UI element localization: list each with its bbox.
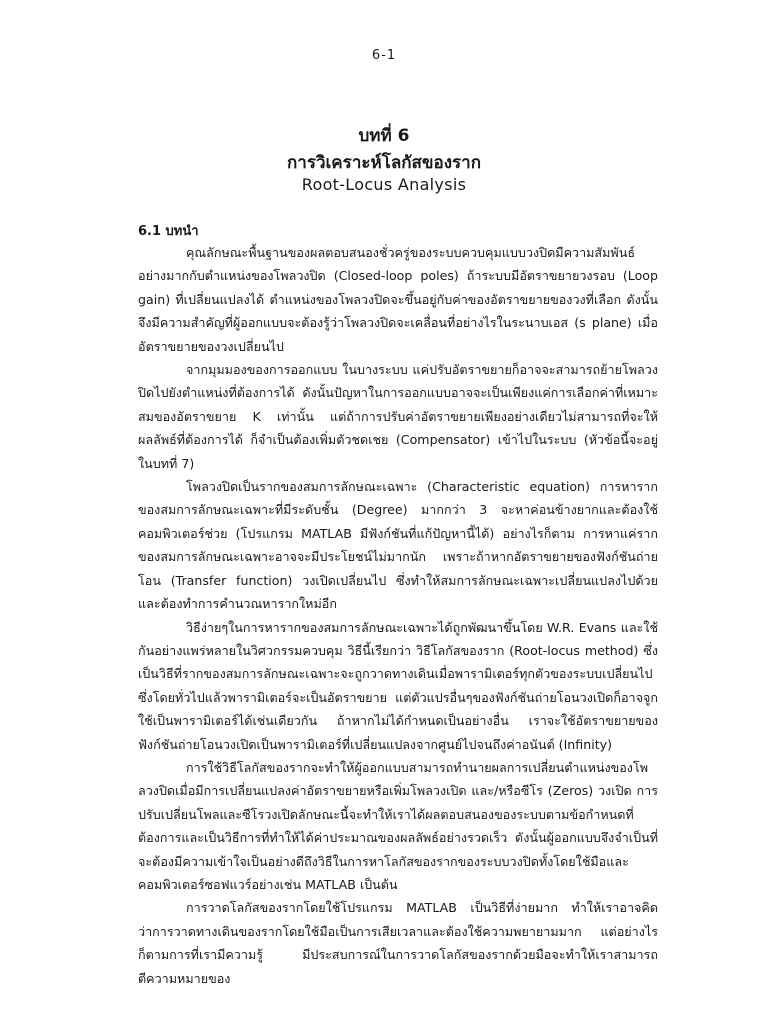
- paragraph: วิธีง่ายๆในการหารากของสมการลักษณะเฉพาะได้ถูกพัฒนาขึ้นโดย W.R. Evans และใช้กันอย่างแพร่หลายในวิศวกรรมควบคุม วิธีนี้เรียกว่า วิธีโลกัสของราก (Root-locus method) ซึ่งเป็นวิธีที่รากของสมการลักษณะเฉพาะจะถูกวาดทางเดินเมื่อพารามิเตอร์ทุกตัวของระบบเปลี่ยนไป ซึ่งโดยทั่วไปแล้วพารามิเตอร์จะเป็นอัตราขยาย แต่ตัวแปรอื่นๆของฟังก์ชันถ่ายโอนวงเปิดก็อาจจูกใช้เป็นพารามิเตอร์ได้เช่นเดียวกัน ถ้าหากไม่ได้กำหนดเป็นอย่างอื่น เราจะใช้อัตราขยายของฟังก์ชันถ่ายโอนวงเปิดเป็นพารามิเตอร์ที่เปลี่ยนแปลงจากศูนย์ไปจนถึงค่าอนันต์ (Infinity): [138, 619, 658, 752]
- paragraph: การวาดโลกัสของรากโดยใช้โปรแกรม MATLAB เป็นวิธีที่ง่ายมาก ทำให้เราอาจคิดว่าการวาดทางเดินของรากโดยใช้มือเป็นการเสียเวลาและต้องใช้ความพยายามมาก แต่อย่างไรก็ตามการที่เรามีความรู้ มีประสบการณ์ในการวาดโลกัสของรากด้วยมือจะทำให้เราสามารถตีความหมายของ: [138, 900, 658, 986]
- paragraph: การใช้วิธีโลกัสของรากจะทำให้ผู้ออกแบบสามารถทำนายผลการเปลี่ยนตำแหน่งของโพลวงปิดเมื่อมีการเปลี่ยนแปลงค่าอัตราขยายหรือเพิ่มโพลวงเปิด และ/หรือซีโร (Zeros) วงเปิด การปรับเปลี่ยนโพลและซีโรวงเปิดลักษณะนี้จะทำให้เราได้ผลตอบสนองของระบบตามข้อกำหนดที่ต้องการและเป็นวิธีการที่ทำให้ได้ค่าประมาณของผลลัพธ์อย่างรวดเร็ว ดังนั้นผู้ออกแบบจึงจำเป็นที่จะต้องมีความเข้าใจเป็นอย่างดีถึงวิธีในการหาโลกัสของรากของระบบวงปิดทั้งโดยใช้มือและคอมพิวเตอร์ซอฟแวร์อย่างเช่น MATLAB เป็นต้น: [138, 759, 658, 892]
- chapter-title-thai: การวิเคราะห์โลกัสของราก: [286, 153, 482, 173]
- chapter-number: บทที่ 6: [358, 126, 410, 146]
- page-number: 6-1: [371, 48, 397, 63]
- body-text: [138, 241, 658, 990]
- chapter-title-english: Root-Locus Analysis: [301, 175, 467, 194]
- paragraph: โพลวงปิดเป็นรากของสมการลักษณะเฉพาะ (Characteristic equation) การหารากของสมการลักษณะเฉพาะที่มีระดับชั้น (Degree) มากกว่า 3 จะหาค่อนข้างยากและต้องใช้คอมพิวเตอร์ช่วย (โปรแกรม MATLAB มีฟังก์ชันที่แก้ปัญหานี้ได้) อย่างไรก็ตาม การหาแค่รากของสมการลักษณะเฉพาะอาจจะมีประโยชน์ไม่มากนัก เพราะถ้าหากอัตราขยายของฟังก์ชันถ่ายโอน (Transfer function) วงเปิดเปลี่ยนไป ซึ่งทำให้สมการลักษณะเฉพาะเปลี่ยนแปลงไปด้วย และต้องทำการคำนวณหารากใหม่อีก: [138, 479, 658, 612]
- paragraph: คุณลักษณะพื้นฐานของผลตอบสนองชั่วครู่ของระบบควบคุมแบบวงปิดมีความสัมพันธ์อย่างมากกับตำแหน่งของโพลวงปิด (Closed-loop poles) ถ้าระบบมีอัตราขยายวงรอบ (Loop gain) ที่เปลี่ยนแปลงได้ ตำแหน่งของโพลวงปิดจะขึ้นอยู่กับค่าของอัตราขยายของวงที่เลือก ดังนั้นจึงมีความสำคัญที่ผู้ออกแบบจะต้องรู้ว่าโพลวงปิดจะเคลื่อนที่อย่างไรในระนาบเอส (s plane) เมื่ออัตราขยายของวงเปลี่ยนไป: [138, 245, 658, 354]
- paragraph: จากมุมมองของการออกแบบ ในบางระบบ แค่ปรับอัตราขยายก็อาจจะสามารถย้ายโพลวงปิดไปยังตำแหน่งที่ต้องการได้ ดังนั้นปัญหาในการออกแบบอาจจะเป็นเพียงแค่การเลือกค่าที่เหมาะสมของอัตราขยาย K เท่านั้น แต่ถ้าการปรับค่าอัตราขยายเพียงอย่างเดียวไม่สามารถที่จะให้ผลลัพธ์ที่ต้องการได้ ก็จำเป็นต้องเพิ่มตัวชดเชย (Compensator) เข้าไปในระบบ (หัวข้อนี้จะอยู่ในบทที่ 7): [138, 362, 658, 471]
- section-heading: 6.1 บทนำ: [138, 224, 199, 239]
